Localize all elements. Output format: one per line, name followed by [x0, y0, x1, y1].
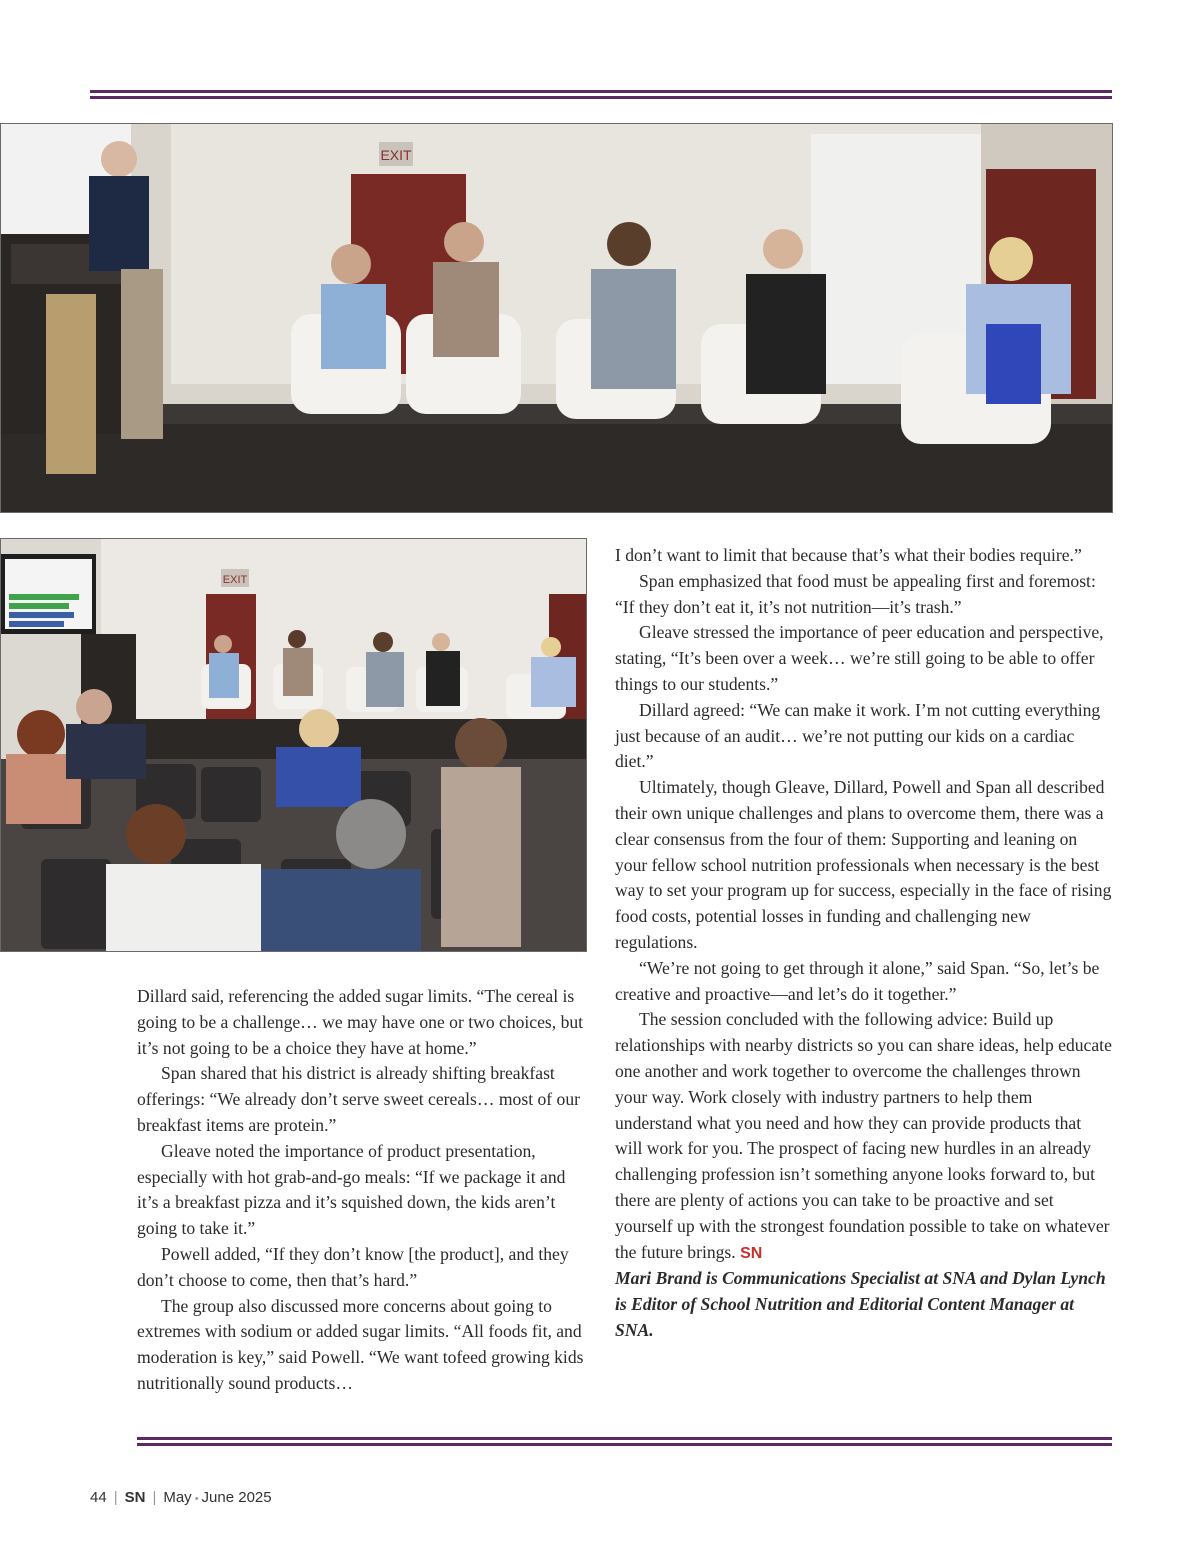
- footer-separator: |: [152, 1489, 157, 1506]
- paragraph: Dillard said, referencing the added sugar limits. “The cereal is going to be a challenge… we may have one or two choices, but it’s not going to be a choice they have at home.”: [137, 986, 584, 1058]
- issue-month: May: [163, 1489, 192, 1506]
- paragraph: Dillard agreed: “We can make it work. I’m not cutting everything just because of an audit… we’re not putting our kids on a cardiac diet.”: [615, 699, 1101, 772]
- top-rule: [90, 90, 1112, 102]
- panel-stage-photo: [0, 123, 1113, 513]
- paragraph: The group also discussed more concerns about going to extremes with sodium or added sugar limits. “All foods fit, and moderation is key,” said Powell. “We want tofeed growing kids nutritionally sound products…: [137, 1295, 584, 1393]
- page-number: 44: [90, 1489, 107, 1506]
- paragraph: I don’t want to limit that because that’s what their bodies require.”: [615, 545, 1082, 565]
- audience-photo: [0, 538, 587, 952]
- exit-sign: EXIT: [222, 574, 248, 586]
- paragraph: Powell added, “If they don’t know [the product], and they don’t choose to come, then that’s hard.”: [137, 1243, 569, 1290]
- bullet-separator: •: [194, 1493, 199, 1505]
- publication-name: SN: [124, 1489, 146, 1506]
- paragraph: “We’re not going to get through it alone,” said Span. “So, let’s be creative and proactive—and let’s do it together.”: [615, 957, 1100, 1004]
- bottom-rule: [137, 1437, 1112, 1449]
- end-mark: SN: [740, 1244, 763, 1262]
- page-footer: [90, 1489, 272, 1506]
- footer-separator: |: [113, 1489, 118, 1506]
- exit-sign: EXIT: [380, 147, 412, 163]
- paragraph: Ultimately, though Gleave, Dillard, Powell and Span all described their own unique challenges and plans to overcome them, there was a clear consensus from the four of them: Supporting and leaning on your fellow school nutrition professionals when necessary is the best way to set your program up for success, especially in the face of rising food costs, potential losses in funding and challenging new regulations.: [615, 777, 1112, 952]
- author-credit: Mari Brand is Communications Specialist at SNA and Dylan Lynch is Editor of School Nutrition and Editorial Content Manager at SNA.: [615, 1268, 1106, 1340]
- final-paragraph: [615, 1007, 1112, 1266]
- article-right-column: [615, 543, 1112, 1344]
- paragraph: Span emphasized that food must be appealing first and foremost: “If they don’t eat it, it’s not nutrition—it’s trash.”: [615, 570, 1096, 617]
- issue-date: June 2025: [201, 1489, 272, 1506]
- paragraph-text: The session concluded with the following advice: Build up relationships with nearby districts so you can share ideas, help educate one another and work together to overcome the challenges thrown your way. Work closely with industry partners to help them understand what you need and how they can provide products that will work for you. The prospect of facing new hurdles in an already challenging profession isn’t something anyone looks forward to, but there are plenty of actions you can take to be proactive and set yourself up with the strongest foundation possible to take on whatever the future brings.: [615, 1009, 1112, 1262]
- paragraph: Gleave noted the importance of product presentation, especially with hot grab-and-go meals: “If we package it and it’s a breakfast pizza and it’s squished down, the kids aren’t going to take it.”: [137, 1140, 566, 1239]
- paragraph: Gleave stressed the importance of peer education and perspective, stating, “It’s been over a week… we’re still going to be able to offer things to our students.”: [615, 622, 1104, 694]
- article-left-column: [137, 984, 587, 1397]
- paragraph: Span shared that his district is already shifting breakfast offerings: “We already don’t serve sweet cereals… most of our breakfast items are protein.”: [137, 1063, 580, 1135]
